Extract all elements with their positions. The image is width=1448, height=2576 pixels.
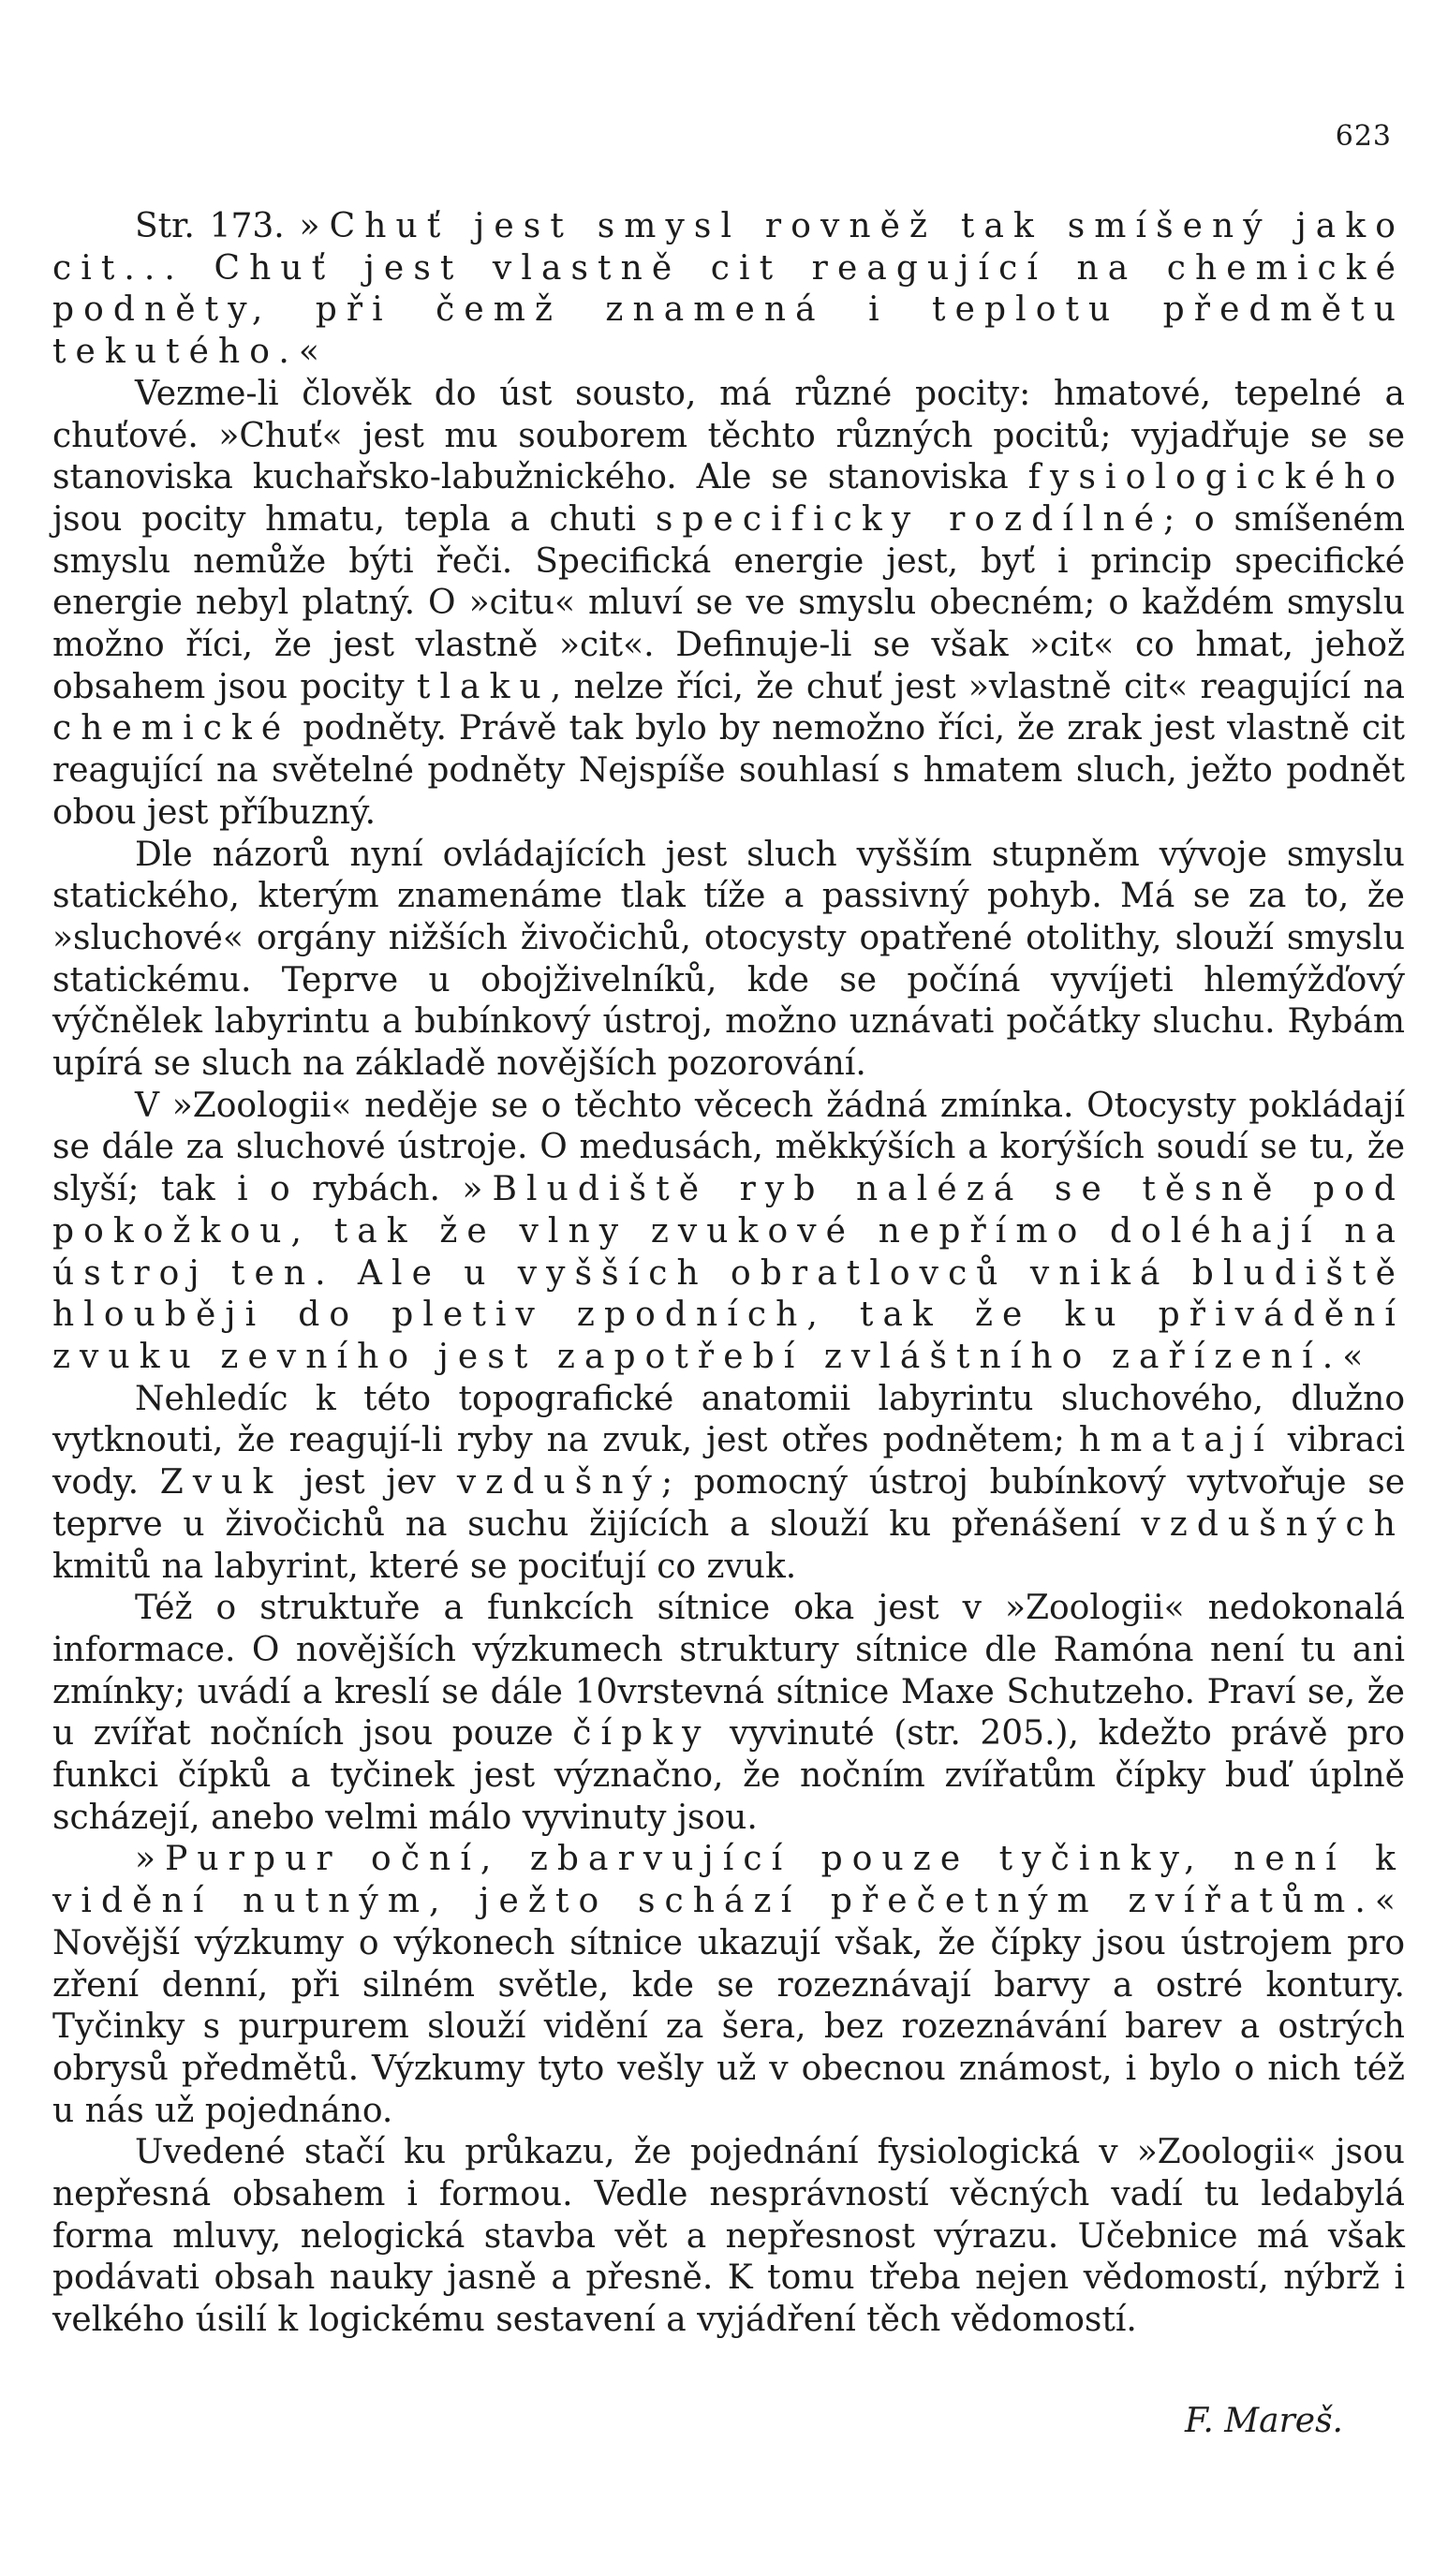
paragraph — [52, 206, 1405, 374]
paragraph — [52, 1588, 1405, 1839]
text-run: Nehledíc k této topografické anatomii labyrintu sluchového, dlužno vytknouti, že reagují-li ryby na zvuk, jest otřes podnětem; — [52, 1379, 1405, 1460]
spaced-emphasis-text: »Bludiště ryb nalézá se těsně pod pokožkou, tak že vlny zvukové nepřímo doléhají na ústroj ten. Ale u vyšších obratlovců vniká bludiště hlouběji do pletiv zpodních, tak že ku přivádění zvuku zevního jest zapotřebí zvláštního zařízení.« — [52, 1170, 1406, 1376]
spaced-emphasis-text: fysiologického — [1027, 458, 1405, 497]
spaced-emphasis-text: čípky — [572, 1714, 711, 1754]
spaced-emphasis-text: chemické — [52, 709, 291, 748]
text-run: Vezme-li člověk do úst sousto, má různé pocity: hmatové, tepelné a chuťové. »Chuť« jest mu souborem těchto různých pocitů; vyjadřuje se se stanoviska kuchařsko-labužnického. Ale se stanoviska — [52, 374, 1405, 497]
body-text — [52, 206, 1405, 2342]
spaced-emphasis-text: vzdušný — [456, 1463, 661, 1503]
text-run: , nelze říci, že chuť jest »vlastně cit« reagující na — [550, 667, 1405, 706]
text-run: Str. 173. — [135, 207, 300, 245]
spaced-emphasis-text: vzdušných — [1141, 1504, 1405, 1544]
spaced-emphasis-text: »Purpur oční, zbarvující pouze tyčinky, není k vidění nutným, ježto schází přečetným zvířatům.« — [52, 1840, 1405, 1921]
spaced-emphasis-text: tlaku — [416, 667, 551, 706]
paragraph — [52, 374, 1405, 835]
text-run: V »Zoologii« neděje se o těchto věcech žádná zmínka. Otocysty pokládají se dále za sluchové ústroje. O medusách, měkkýších a korýších soudí se tu, že slyší; tak i o rybách. — [52, 1086, 1405, 1209]
text-run: Novější výzkumy o výkonech sítnice ukazují však, že čípky jsou ústrojem pro zření denní, při silném světle, kde se rozeznávají barvy a ostré kontury. Tyčinky s purpurem slouží vidění za šera, bez rozeznávání barev a ostrých obrysů předmětů. Výzkumy tyto vešly už v obecnou známost, i bylo o nich též u nás už pojednáno. — [52, 1923, 1405, 2130]
text-run: vyvinuté (str. 205.), kdežto právě pro funkci čípků a tyčinek jest význačno, že nočním zvířatům čípky buď úplně scházejí, anebo velmi málo vyvinuty jsou. — [52, 1714, 1405, 1837]
text-run: Též o struktuře a funkcích sítnice oka jest v »Zoologii« nedokonalá informace. O novějších výzkumech struktury sítnice dle Ramóna není tu ani zmínky; uvádí a kreslí se dále 10vrstevná sítnice Maxe Schutzeho. Praví se, že u zvířat nočních jsou pouze — [52, 1589, 1405, 1754]
text-run: vibraci vody. — [52, 1421, 1405, 1503]
paragraph — [52, 2132, 1405, 2342]
text-run: jsou pocity hmatu, tepla a chuti — [52, 499, 656, 539]
page-number: 623 — [1335, 120, 1392, 153]
paragraph — [52, 1086, 1405, 1379]
spaced-emphasis-text: hmatají — [1078, 1421, 1274, 1460]
paragraph — [52, 1379, 1405, 1589]
text-run: kmitů na labyrint, které se pociťují co zvuk. — [52, 1547, 797, 1586]
spaced-emphasis-text: Zvuk — [159, 1463, 283, 1503]
text-run: Dle názorů nyní ovládajících jest sluch vyšším stupněm vývoje smyslu statického, kterým znamenáme tlak tíže a passivný pohyb. Má se za to, že »sluchové« orgány nižších živočichů, otocysty opatřené otolithy, slouží smyslu statickému. Teprve u obojživelníků, kde se počíná vyvíjeti hlemýžďový výčnělek labyrintu a bubínkový ústroj, možno uznávati počátky sluchu. Rybám upírá se sluch na základě novějších pozorování. — [52, 835, 1405, 1084]
text-run: podněty. Právě tak bylo by nemožno říci, že zrak jest vlastně cit reagující na světelné podněty Nejspíše souhlasí s hmatem sluch, ježto podnět obou jest příbuzný. — [52, 709, 1405, 832]
text-run: ; pomocný ústroj bubínkový vytvořuje se teprve u živočichů na suchu žijících a slouží ku přenášení — [52, 1463, 1406, 1544]
author-signature: F. Mareš. — [1184, 2402, 1343, 2440]
text-run: Uvedené stačí ku průkazu, že pojednání fysiologická v »Zoologii« jsou nepřesná obsahem i formou. Vedle nesprávností věcných vadí tu ledabylá forma mluvy, nelogická stavba vět a nepřesnost výrazu. Učebnice má však podávati obsah nauky jasně a přesně. K tomu třeba nejen vědomostí, nýbrž i velkého úsilí k logickému sestavení a vyjádření těch vědomostí. — [52, 2133, 1405, 2340]
paragraph — [52, 1839, 1405, 2132]
text-run: jest jev — [282, 1463, 457, 1503]
text-run: ; o smíšeném smyslu nemůže býti řeči. Specifická energie jest, byť i princip specifické energie nebyl platný. O »citu« mluví se ve smyslu obecném; o každém smyslu možno říci, že jest vlastně »cit«. Definuje-li se však »cit« co hmat, jehož obsahem jsou pocity — [52, 499, 1405, 706]
paragraph — [52, 835, 1405, 1086]
spaced-emphasis-text: specificky rozdílné — [655, 499, 1164, 539]
spaced-emphasis-text: »Chuť jest smysl rovněž tak smíšený jako cit... Chuť jest vlastně cit reagující na chemické podněty, při čemž znamená i teplotu předmětu tekutého.« — [52, 207, 1406, 372]
